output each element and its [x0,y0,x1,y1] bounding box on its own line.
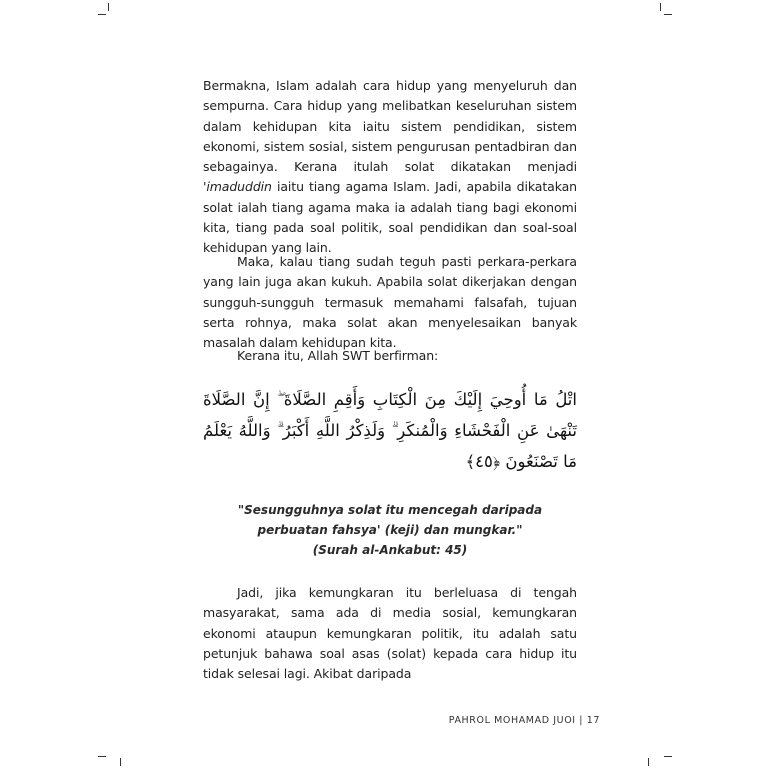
arabic-verse: اتْلُ مَا أُوحِيَ إِلَيْكَ مِنَ الْكِتَابِ وَأَقِمِ الصَّلَاةَ ۖ إِنَّ الصَّلَاةَ تَنْهَىٰ عَنِ الْفَحْشَاءِ وَالْمُنكَرِ ۗ وَلَذِكْرُ اللَّهِ أَكْبَرُ ۗ وَاللَّهُ يَعْلَمُ مَا تَصْنَعُونَ ﴿٤٥﴾ [203,390,577,471]
paragraph-text: iaitu tiang agama Islam. Jadi, apabila dikatakan solat ialah tiang agama maka ia adalah tiang bagi ekonomi kita, tiang pada soal politik, soal pendidikan dan soal-soal kehidupan yang lain. [203,179,577,256]
body-paragraph-2: Maka, kalau tiang sudah teguh pasti perkara-perkara yang lain juga akan kukuh. Apabila solat dikerjakan dengan sungguh-sungguh termasuk memahami falsafah, tujuan serta rohnya, maka solat akan menyelesaikan banyak masalah dalam kehidupan kita. [203,254,577,351]
page-footer: PAHROL MOHAMAD JUOI | 17 [448,715,600,726]
crop-mark [98,14,106,15]
crop-mark [664,14,672,15]
crop-mark [648,758,649,766]
translation-quote [203,500,577,560]
quote-reference: (Surah al-Ankabut: 45) [312,543,468,557]
body-paragraph-4: Jadi, jika kemungkaran itu berleluasa di tengah masyarakat, sama ada di media sosial, kemungkaran ekonomi ataupun kemungkaran politik, itu adalah satu petunjuk bahawa soal asas (solat) kepada cara hidup itu tidak selesai lagi. Akibat daripada [203,585,577,682]
quote-line: perbuatan fahsya' (keji) dan mungkar." [257,523,523,537]
emphasis-term: 'imaduddin [203,179,272,195]
crop-mark [660,3,661,11]
crop-mark [108,3,109,11]
body-paragraph-3: Kerana itu, Allah SWT berfirman: [237,348,439,363]
body-paragraph-1 [203,76,577,259]
crop-mark [120,758,121,766]
crop-mark [98,756,106,757]
paragraph-text: Bermakna, Islam adalah cara hidup yang menyeluruh dan sempurna. Cara hidup yang melibatkan keseluruhan sistem dalam kehidupan kita iaitu sistem pendidikan, sistem ekonomi, sistem sosial, sistem pengurusan pentadbiran dan sebagainya. Kerana itulah solat dikatakan menjadi [203,78,577,175]
crop-mark [664,756,672,757]
quote-line: "Sesungguhnya solat itu mencegah daripada [237,503,543,517]
